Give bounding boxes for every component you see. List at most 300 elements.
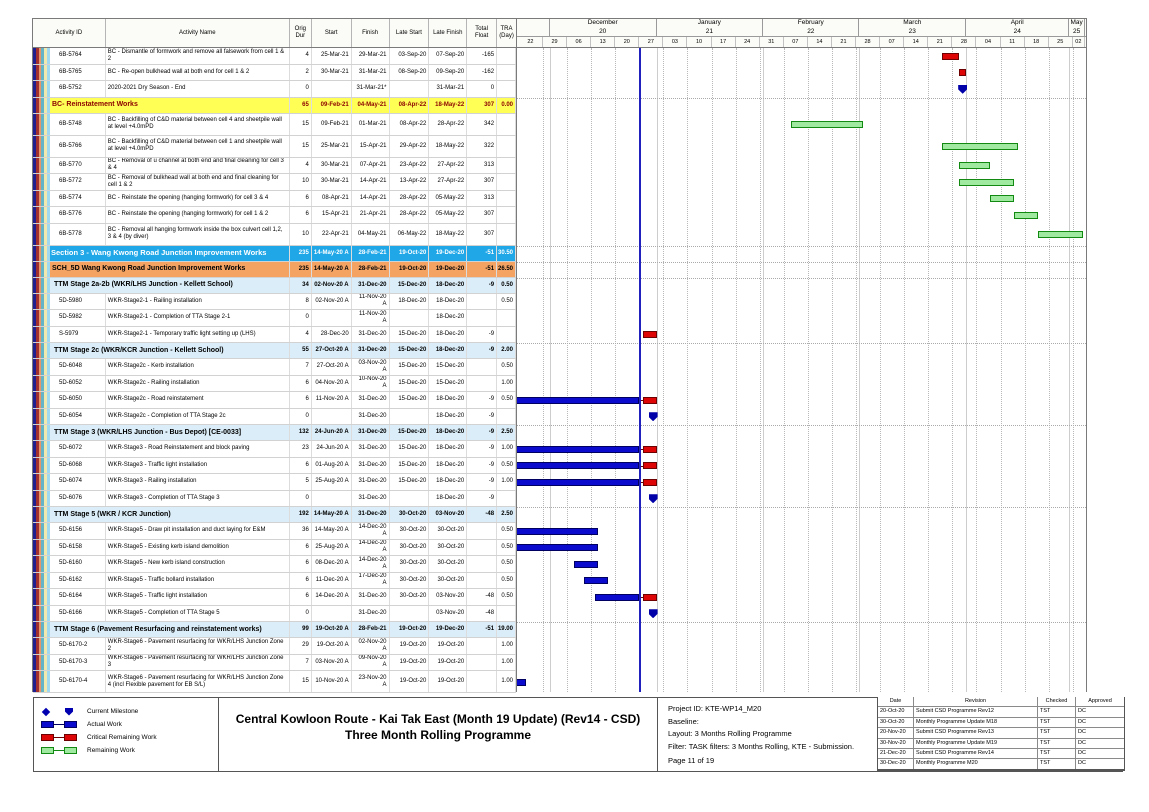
week-label: 07 [784,37,808,47]
cell-finish: 31-Dec-20 [352,589,390,605]
gantt-lane [517,224,1086,246]
cell-total-float [467,523,497,539]
cell-tra [497,327,516,343]
table-row[interactable] [33,114,516,136]
group-row-name: TTM Stage 6 (Pavement Resurfacing and reinstatement works) [50,622,290,637]
cell-late-start [390,81,430,97]
week-label: 18 [1025,37,1049,47]
cell-activity-name: WKR-Stage2-1 - Railing installation [106,294,290,310]
cell-start: 22-Apr-21 [312,224,352,245]
hierarchy-stripes [33,409,50,425]
group-row-name: Section 3 - Wang Kwong Road Junction Improvement Works [50,246,290,261]
table-row[interactable] [33,158,516,175]
cell-start: 08-Apr-21 [312,191,352,207]
cell-activity-name: WKR-Stage5 - Traffic bollard installation [106,573,290,589]
gantt-chart [517,18,1087,692]
gantt-bar-critical[interactable] [643,462,657,469]
hierarchy-stripes [33,458,50,474]
cell-activity-name: WKR-Stage5 - Existing kerb island demolition [106,540,290,556]
gantt-lane [517,671,1086,692]
revision-cell: Submit CSD Programme Rev12 [914,707,1038,716]
table-row[interactable] [33,638,516,655]
filter-info: Filter: TASK filters: 3 Months Rolling, KTE - Submission. [668,741,855,751]
table-body [33,48,516,693]
revision-cell: 30-Oct-20 [878,718,914,727]
gantt-lane [517,174,1086,191]
cell-finish: 31-Dec-20 [352,458,390,474]
gantt-lane [517,246,1086,262]
cell-total-float: -9 [467,491,497,507]
cell-total-float: -162 [467,65,497,81]
cell-finish: 31-Dec-20 [352,606,390,622]
cell-late-finish: 18-Dec-20 [429,343,467,358]
table-row[interactable] [33,589,516,606]
cell-finish: 31-Dec-20 [352,441,390,457]
cell-tra [497,491,516,507]
cell-activity-name: WKR-Stage5 - Completion of TTA Stage 5 [106,606,290,622]
cell-total-float: -48 [467,507,497,522]
cell-late-finish: 27-Apr-22 [429,174,467,190]
hierarchy-stripes [33,343,50,358]
legend-item-actual-work [34,718,218,731]
table-row[interactable] [33,458,516,475]
gantt-bar-remaining[interactable] [1038,231,1083,238]
hierarchy-stripes [33,425,50,440]
cell-tra [497,158,516,174]
gantt-lane [517,425,1086,441]
gantt-bar-actual[interactable] [517,544,598,551]
gantt-lane [517,294,1086,311]
cell-activity-id: 6B-5752 [33,81,106,97]
table-row[interactable] [33,655,516,672]
gantt-lane [517,262,1086,278]
revision-col-header: Approved [1088,698,1112,704]
gantt-bar-actual[interactable] [574,561,598,568]
cell-tra: 2.00 [497,343,516,358]
hierarchy-stripes [33,523,50,539]
project-id: Project ID: KTE-WP14_M20 [668,704,762,713]
cell-activity-id: 6B-5772 [33,174,106,190]
cell-activity-name: WKR-Stage2c - Completion of TTA Stage 2c [106,409,290,425]
cell-finish: 07-Apr-21 [352,158,390,174]
cell-total-float: -9 [467,392,497,408]
table-row[interactable] [33,278,516,294]
hierarchy-stripes [33,638,50,654]
cell-tra: 1.00 [497,671,516,692]
cell-late-finish: 30-Oct-20 [429,523,467,539]
cell-start: 09-Feb-21 [312,114,352,135]
week-label: 20 [615,37,639,47]
revision-cell: TST [1038,739,1076,748]
hierarchy-stripes [33,474,50,490]
gantt-bar-actual[interactable] [517,462,639,469]
revision-cell: TST [1038,728,1076,737]
legend-item-remaining-work [34,744,218,757]
table-row[interactable] [33,65,516,82]
cell-total-float [467,638,497,654]
cell-tra: 1.00 [497,655,516,671]
gantt-bar-actual[interactable] [595,594,640,601]
legend-item-current-milestone [34,705,218,718]
hierarchy-stripes [33,310,50,326]
cell-orig-dur: 6 [290,392,312,408]
cell-orig-dur: 55 [290,343,312,358]
gantt-bar-actual[interactable] [517,679,526,686]
cell-late-start: 15-Dec-20 [390,343,430,358]
cell-late-start: 19-Oct-20 [390,246,430,261]
gantt-lane [517,376,1086,393]
cell-activity-id: 5D-6050 [33,392,106,408]
cell-tra [497,65,516,81]
cell-total-float: -9 [467,425,497,440]
gantt-bar-remaining[interactable] [791,121,863,128]
cell-late-finish: 19-Oct-20 [429,638,467,654]
cell-tra: 30.50 [497,246,516,261]
hierarchy-stripes [33,246,50,261]
table-row[interactable] [33,573,516,590]
cell-total-float: -9 [467,458,497,474]
cell-orig-dur: 6 [290,589,312,605]
cell-tra: 0.50 [497,573,516,589]
gantt-lane [517,638,1086,655]
table-row[interactable] [33,425,516,441]
gantt-bar-remaining[interactable] [1014,212,1038,219]
week-label: 21 [928,37,952,47]
cell-orig-dur: 0 [290,409,312,425]
table-row[interactable] [33,98,516,114]
table-row[interactable] [33,540,516,557]
cell-finish: 04-May-21 [352,224,390,245]
week-label: 13 [591,37,615,47]
table-row[interactable] [33,556,516,573]
cell-start [312,606,352,622]
cell-activity-name: WKR-Stage6 - Pavement resurfacing for WKR/LHS Junction Zone 2 [106,638,290,654]
hierarchy-stripes [33,48,50,64]
cell-finish: 14-Dec-20 A [352,540,390,556]
cell-activity-id: 5D-6170-3 [33,655,106,671]
cell-activity-name: WKR-Stage2-1 - Completion of TTA Stage 2-1 [106,310,290,326]
cell-start: 25-Aug-20 A [312,540,352,556]
activity-table [32,18,517,692]
cell-late-finish: 18-Dec-20 [429,458,467,474]
hierarchy-stripes [33,98,50,113]
cell-finish: 31-Dec-20 [352,474,390,490]
col-header-late-finish: Late Finish [429,19,467,47]
revision-row [878,759,1124,769]
timeline-months [517,19,1086,37]
cell-start [312,409,352,425]
gantt-milestone[interactable] [649,494,658,503]
week-label: 04 [976,37,1000,47]
cell-tra [497,310,516,326]
cell-tra: 0.00 [497,98,516,113]
gantt-lane [517,343,1086,359]
table-row[interactable] [33,310,516,327]
cell-late-finish: 09-Sep-20 [429,65,467,81]
cell-late-finish: 03-Nov-20 [429,589,467,605]
gantt-milestone[interactable] [649,412,658,421]
gantt-lane [517,573,1086,590]
revision-col-header: Checked [1038,697,1076,706]
revision-row [878,739,1124,749]
table-row[interactable] [33,392,516,409]
table-row[interactable] [33,136,516,158]
cell-orig-dur: 65 [290,98,312,113]
cell-finish: 31-Dec-20 [352,392,390,408]
cell-late-finish: 18-Dec-20 [429,327,467,343]
gantt-bar-critical[interactable] [942,53,959,60]
cell-activity-name: 2020-2021 Dry Season - End [106,81,290,97]
hierarchy-stripes [33,294,50,310]
cell-tra [497,114,516,135]
cell-orig-dur: 8 [290,294,312,310]
hierarchy-stripes [33,207,50,223]
cell-finish: 31-Mar-21 [352,65,390,81]
hierarchy-stripes [33,158,50,174]
cell-activity-name: WKR-Stage6 - Pavement resurfacing for WKR/LHS Junction Zone 3 [106,655,290,671]
cell-total-float: -48 [467,589,497,605]
table-header [33,19,516,48]
cell-start: 19-Oct-20 A [312,622,352,637]
group-row-name: BC- Reinstatement Works [50,98,290,113]
gantt-bar-remaining[interactable] [942,143,1018,150]
table-row[interactable] [33,376,516,393]
month-label: March 23 [859,19,966,36]
week-label: 14 [904,37,928,47]
hierarchy-stripes [33,671,50,692]
week-label: 02 [1073,37,1085,47]
cell-late-start: 15-Dec-20 [390,327,430,343]
revision-row [878,749,1124,759]
cell-orig-dur: 6 [290,376,312,392]
hierarchy-stripes [33,114,50,135]
cell-start: 10-Nov-20 A [312,671,352,692]
cell-total-float: -51 [467,622,497,637]
cell-total-float: -51 [467,246,497,261]
cell-finish: 28-Feb-21 [352,622,390,637]
cell-start: 09-Feb-21 [312,98,352,113]
cell-activity-name: WKR-Stage5 - Draw pit installation and duct laying for E&M [106,523,290,539]
revision-cell: Submit CSD Programme Rev13 [914,728,1038,737]
legend-label: Remaining Work [87,747,135,754]
cell-finish: 31-Mar-21* [352,81,390,97]
cell-tra [497,48,516,64]
cell-orig-dur: 235 [290,262,312,277]
cell-finish: 29-Mar-21 [352,48,390,64]
cell-activity-id: 5D-6158 [33,540,106,556]
gantt-bar-actual[interactable] [517,479,639,486]
revision-cell: Monthly Programme M20 [914,759,1038,768]
gantt-milestone[interactable] [958,85,967,94]
cell-activity-id: 6B-5770 [33,158,106,174]
cell-activity-id: 5D-6162 [33,573,106,589]
cell-tra: 1.00 [497,474,516,490]
table-row[interactable] [33,224,516,246]
table-row[interactable] [33,174,516,191]
week-label: 28 [856,37,880,47]
gantt-lane [517,507,1086,523]
cell-tra: 2.50 [497,507,516,522]
cell-activity-id: 5D-5980 [33,294,106,310]
table-row[interactable] [33,622,516,638]
table-row[interactable] [33,474,516,491]
cell-activity-name: BC - Removal all hanging formwork inside the box culvert cell 1,2, 3 & 4 (by diver) [106,224,290,245]
hierarchy-stripes [33,392,50,408]
cell-activity-id: 5D-6072 [33,441,106,457]
gantt-bar-actual[interactable] [517,528,598,535]
hierarchy-stripes [33,441,50,457]
cell-late-finish: 18-Dec-20 [429,425,467,440]
cell-finish: 17-Dec-20 A [352,573,390,589]
critical-work-symbol [41,734,87,741]
table-row[interactable] [33,671,516,693]
table-row[interactable] [33,523,516,540]
gantt-bar-remaining[interactable] [959,179,1014,186]
cell-late-start: 08-Apr-22 [390,114,430,135]
cell-late-finish: 18-Dec-20 [429,409,467,425]
legend-label: Critical Remaining Work [87,734,157,741]
gantt-lane [517,589,1086,606]
cell-late-start: 30-Oct-20 [390,573,430,589]
cell-tra: 0.50 [497,540,516,556]
milestone-diamond-icon [42,707,50,715]
cell-total-float [467,310,497,326]
revision-table [877,697,1125,771]
gantt-lane [517,458,1086,475]
week-label: 07 [880,37,904,47]
table-row[interactable] [33,359,516,376]
baseline: Baseline: [668,716,699,726]
cell-total-float: 307 [467,174,497,190]
cell-activity-id: 5D-6170-2 [33,638,106,654]
cell-activity-name: WKR-Stage2c - Road reinstatement [106,392,290,408]
cell-start: 30-Mar-21 [312,65,352,81]
table-row[interactable] [33,207,516,224]
cell-orig-dur: 192 [290,507,312,522]
gantt-bar-critical[interactable] [643,446,657,453]
cell-late-finish: 19-Dec-20 [429,622,467,637]
revision-cell: TST [1038,749,1076,758]
cell-late-finish: 31-Mar-21 [429,81,467,97]
cell-late-start: 19-Oct-20 [390,671,430,692]
table-row[interactable] [33,441,516,458]
cell-orig-dur: 6 [290,540,312,556]
month-label: January 21 [657,19,764,36]
cell-late-finish: 30-Oct-20 [429,540,467,556]
cell-late-start: 18-Dec-20 [390,294,430,310]
table-row[interactable] [33,507,516,523]
gantt-bar-critical[interactable] [643,331,657,338]
cell-tra: 0.50 [497,278,516,293]
gantt-bar-actual[interactable] [517,446,639,453]
table-row[interactable] [33,48,516,65]
cell-late-finish: 19-Oct-20 [429,655,467,671]
cell-finish: 31-Dec-20 [352,491,390,507]
gantt-milestone[interactable] [649,609,658,618]
cell-activity-name: BC - Backfilling of C&D material between cell 1 and sheetpile wall at level +4.0mPD [106,136,290,157]
cell-finish: 14-Apr-21 [352,191,390,207]
revision-cell: 30-Nov-20 [878,739,914,748]
gantt-lane [517,98,1086,114]
cell-tra [497,191,516,207]
cell-finish: 31-Dec-20 [352,343,390,358]
month-label: April 24 [966,19,1069,36]
cell-finish: 14-Dec-20 A [352,523,390,539]
gantt-bar-critical[interactable] [643,479,657,486]
group-row-name: SCH_5D Wang Kwong Road Junction Improvement Works [50,262,290,277]
cell-tra [497,174,516,190]
cell-activity-id: 5D-6156 [33,523,106,539]
table-row[interactable] [33,81,516,98]
cell-late-finish: 18-May-22 [429,136,467,157]
cell-finish: 31-Dec-20 [352,327,390,343]
timeline-weeks [517,37,1086,47]
cell-total-float [467,359,497,375]
table-row[interactable] [33,262,516,278]
cell-activity-name: WKR-Stage3 - Road Reinstatement and block paving [106,441,290,457]
gantt-bar-critical[interactable] [643,397,657,404]
cell-total-float [467,540,497,556]
gantt-lane [517,359,1086,376]
hierarchy-stripes [33,359,50,375]
revision-cell: DC [1078,739,1086,746]
cell-late-finish: 18-Dec-20 [429,474,467,490]
table-row[interactable] [33,491,516,508]
gantt-bar-critical[interactable] [643,594,657,601]
gantt-bar-actual[interactable] [584,577,608,584]
cell-late-start: 30-Oct-20 [390,540,430,556]
revision-header-row [878,697,1124,707]
table-row[interactable] [33,606,516,623]
cell-orig-dur: 4 [290,48,312,64]
gantt-lane [517,556,1086,573]
cell-late-start: 15-Dec-20 [390,474,430,490]
cell-orig-dur: 0 [290,606,312,622]
col-header-tra-day: TRA (Day) [499,26,514,39]
hierarchy-stripes [33,174,50,190]
table-row[interactable] [33,409,516,426]
cell-late-start: 19-Oct-20 [390,622,430,637]
gantt-lane [517,207,1086,224]
cell-finish: 04-May-21 [352,98,390,113]
table-row[interactable] [33,343,516,359]
table-row[interactable] [33,294,516,311]
week-label: 31 [760,37,784,47]
cell-late-finish: 03-Nov-20 [429,606,467,622]
hierarchy-stripes [33,224,50,245]
table-row[interactable] [33,246,516,262]
gantt-lane [517,606,1086,623]
cell-total-float: -9 [467,409,497,425]
cell-activity-id: 5D-6170-4 [33,671,106,692]
gantt-bar-actual[interactable] [517,397,639,404]
table-row[interactable] [33,191,516,208]
cell-late-start: 30-Oct-20 [390,507,430,522]
gantt-bar-critical[interactable] [959,69,966,76]
cell-late-finish: 05-May-22 [429,207,467,223]
cell-late-start: 08-Apr-22 [390,98,430,113]
legend-box [33,697,219,772]
cell-late-start: 13-Apr-22 [390,174,430,190]
cell-finish: 14-Apr-21 [352,174,390,190]
cell-start [312,310,352,326]
table-row[interactable] [33,327,516,344]
gantt-bar-remaining[interactable] [990,195,1014,202]
cell-activity-id: 5D-6166 [33,606,106,622]
revision-cell: DC [1078,729,1086,736]
gantt-lane [517,540,1086,557]
gantt-bar-remaining[interactable] [959,162,990,169]
